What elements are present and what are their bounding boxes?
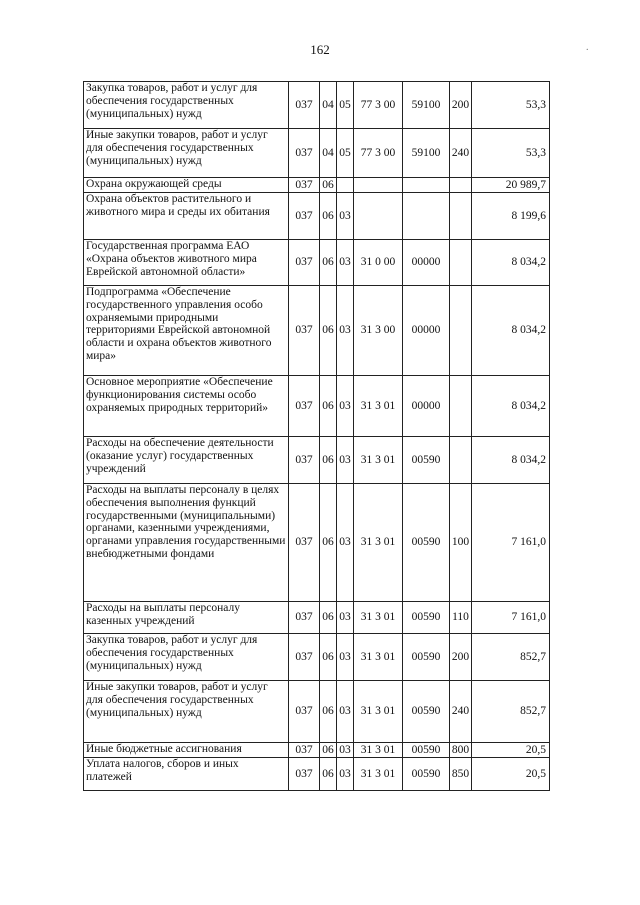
row-amount: 7 161,0 — [472, 602, 550, 634]
row-name: Закупка товаров, работ и услуг для обеспечения государственных (муниципальных) нужд — [84, 634, 289, 681]
row-target-article: 31 3 01 — [354, 634, 403, 681]
budget-table — [83, 81, 550, 791]
row-target-direction: 00590 — [403, 634, 450, 681]
row-target-direction: 00590 — [403, 743, 450, 758]
row-ved-code: 037 — [289, 758, 320, 791]
row-section-code: 06 — [320, 437, 337, 484]
row-ved-code: 037 — [289, 484, 320, 602]
row-amount: 852,7 — [472, 681, 550, 743]
row-section-code: 06 — [320, 286, 337, 376]
row-name: Иные закупки товаров, работ и услуг для обеспечения государственных (муниципальных) нужд — [84, 681, 289, 743]
row-target-direction: 59100 — [403, 82, 450, 129]
row-target-direction: 00000 — [403, 240, 450, 286]
row-amount: 7 161,0 — [472, 484, 550, 602]
row-expense-type: 200 — [450, 82, 472, 129]
row-amount: 8 034,2 — [472, 437, 550, 484]
row-subsection-code: 03 — [337, 758, 354, 791]
row-target-direction: 00590 — [403, 758, 450, 791]
row-ved-code: 037 — [289, 376, 320, 437]
row-expense-type: 100 — [450, 484, 472, 602]
row-amount: 8 034,2 — [472, 240, 550, 286]
row-target-direction: 00590 — [403, 484, 450, 602]
row-target-article: 77 3 00 — [354, 129, 403, 178]
row-section-code: 06 — [320, 758, 337, 791]
row-target-direction — [403, 178, 450, 193]
table-row — [84, 634, 550, 681]
row-subsection-code — [337, 178, 354, 193]
row-name: Подпрограмма «Обеспечение государственного управления особо охраняемыми природными территориями Еврейской автономной области и охрана объектов животного мира» — [84, 286, 289, 376]
row-section-code: 04 — [320, 82, 337, 129]
page-number: 162 — [310, 42, 330, 57]
row-expense-type: 240 — [450, 681, 472, 743]
table-row — [84, 758, 550, 791]
row-amount: 20 989,7 — [472, 178, 550, 193]
row-target-article: 31 3 01 — [354, 602, 403, 634]
row-subsection-code: 03 — [337, 602, 354, 634]
table-row — [84, 286, 550, 376]
row-name: Уплата налогов, сборов и иных платежей — [84, 758, 289, 791]
row-name: Иные закупки товаров, работ и услуг для обеспечения государственных (муниципальных) нужд — [84, 129, 289, 178]
row-subsection-code: 03 — [337, 743, 354, 758]
row-name: Основное мероприятие «Обеспечение функционирования системы особо охраняемых природных территорий» — [84, 376, 289, 437]
row-name: Расходы на обеспечение деятельности (оказание услуг) государственных учреждений — [84, 437, 289, 484]
row-target-article — [354, 193, 403, 240]
row-amount: 852,7 — [472, 634, 550, 681]
row-target-direction: 00000 — [403, 286, 450, 376]
row-subsection-code: 03 — [337, 286, 354, 376]
row-amount: 20,5 — [472, 758, 550, 791]
row-subsection-code: 03 — [337, 634, 354, 681]
table-row — [84, 240, 550, 286]
row-target-article — [354, 178, 403, 193]
row-amount: 8 199,6 — [472, 193, 550, 240]
row-section-code: 06 — [320, 240, 337, 286]
row-subsection-code: 05 — [337, 82, 354, 129]
row-ved-code: 037 — [289, 129, 320, 178]
row-ved-code: 037 — [289, 286, 320, 376]
row-ved-code: 037 — [289, 82, 320, 129]
row-section-code: 06 — [320, 484, 337, 602]
row-amount: 8 034,2 — [472, 376, 550, 437]
row-ved-code: 037 — [289, 437, 320, 484]
row-target-article: 31 0 00 — [354, 240, 403, 286]
row-name: Иные бюджетные ассигнования — [84, 743, 289, 758]
row-target-article: 77 3 00 — [354, 82, 403, 129]
row-subsection-code: 05 — [337, 129, 354, 178]
table-row — [84, 681, 550, 743]
table-row — [84, 193, 550, 240]
row-subsection-code: 03 — [337, 681, 354, 743]
row-target-article: 31 3 01 — [354, 376, 403, 437]
row-ved-code: 037 — [289, 602, 320, 634]
row-expense-type — [450, 240, 472, 286]
row-target-direction: 00590 — [403, 681, 450, 743]
row-subsection-code: 03 — [337, 484, 354, 602]
row-subsection-code: 03 — [337, 437, 354, 484]
row-target-article: 31 3 01 — [354, 484, 403, 602]
table-row — [84, 178, 550, 193]
row-ved-code: 037 — [289, 634, 320, 681]
row-subsection-code: 03 — [337, 240, 354, 286]
row-ved-code: 037 — [289, 681, 320, 743]
row-target-article: 31 3 01 — [354, 758, 403, 791]
row-expense-type — [450, 178, 472, 193]
row-section-code: 06 — [320, 376, 337, 437]
row-name: Расходы на выплаты персоналу в целях обеспечения выполнения функций государственными (муниципальными) органами, казенными учреждениями, органами управления государственными внебюджетными фондами — [84, 484, 289, 602]
table-row — [84, 743, 550, 758]
row-name: Охрана объектов растительного и животного мира и среды их обитания — [84, 193, 289, 240]
row-expense-type — [450, 376, 472, 437]
corner-mark: . — [586, 42, 589, 53]
row-name: Охрана окружающей среды — [84, 178, 289, 193]
row-expense-type: 110 — [450, 602, 472, 634]
row-subsection-code: 03 — [337, 376, 354, 437]
row-ved-code: 037 — [289, 178, 320, 193]
row-expense-type: 200 — [450, 634, 472, 681]
row-target-direction — [403, 193, 450, 240]
row-target-direction: 00590 — [403, 602, 450, 634]
row-name: Закупка товаров, работ и услуг для обеспечения государственных (муниципальных) нужд — [84, 82, 289, 129]
row-expense-type — [450, 286, 472, 376]
row-section-code: 06 — [320, 178, 337, 193]
row-amount: 53,3 — [472, 129, 550, 178]
row-section-code: 06 — [320, 193, 337, 240]
table-row — [84, 82, 550, 129]
row-section-code: 06 — [320, 602, 337, 634]
table-row — [84, 484, 550, 602]
row-amount: 53,3 — [472, 82, 550, 129]
row-section-code: 06 — [320, 743, 337, 758]
table-row — [84, 129, 550, 178]
row-amount: 8 034,2 — [472, 286, 550, 376]
row-expense-type: 850 — [450, 758, 472, 791]
row-subsection-code: 03 — [337, 193, 354, 240]
row-target-article: 31 3 01 — [354, 743, 403, 758]
row-section-code: 04 — [320, 129, 337, 178]
table-row — [84, 602, 550, 634]
table-row — [84, 437, 550, 484]
row-section-code: 06 — [320, 681, 337, 743]
row-name: Расходы на выплаты персоналу казенных учреждений — [84, 602, 289, 634]
budget-table-body — [84, 82, 550, 791]
row-target-article: 31 3 01 — [354, 437, 403, 484]
row-target-article: 31 3 00 — [354, 286, 403, 376]
row-target-direction: 59100 — [403, 129, 450, 178]
row-ved-code: 037 — [289, 240, 320, 286]
row-target-direction: 00590 — [403, 437, 450, 484]
row-target-direction: 00000 — [403, 376, 450, 437]
row-ved-code: 037 — [289, 743, 320, 758]
row-section-code: 06 — [320, 634, 337, 681]
row-target-article: 31 3 01 — [354, 681, 403, 743]
row-expense-type: 240 — [450, 129, 472, 178]
row-expense-type — [450, 193, 472, 240]
row-expense-type: 800 — [450, 743, 472, 758]
row-expense-type — [450, 437, 472, 484]
row-amount: 20,5 — [472, 743, 550, 758]
row-ved-code: 037 — [289, 193, 320, 240]
table-row — [84, 376, 550, 437]
row-name: Государственная программа ЕАО «Охрана объектов животного мира Еврейской автономной области» — [84, 240, 289, 286]
